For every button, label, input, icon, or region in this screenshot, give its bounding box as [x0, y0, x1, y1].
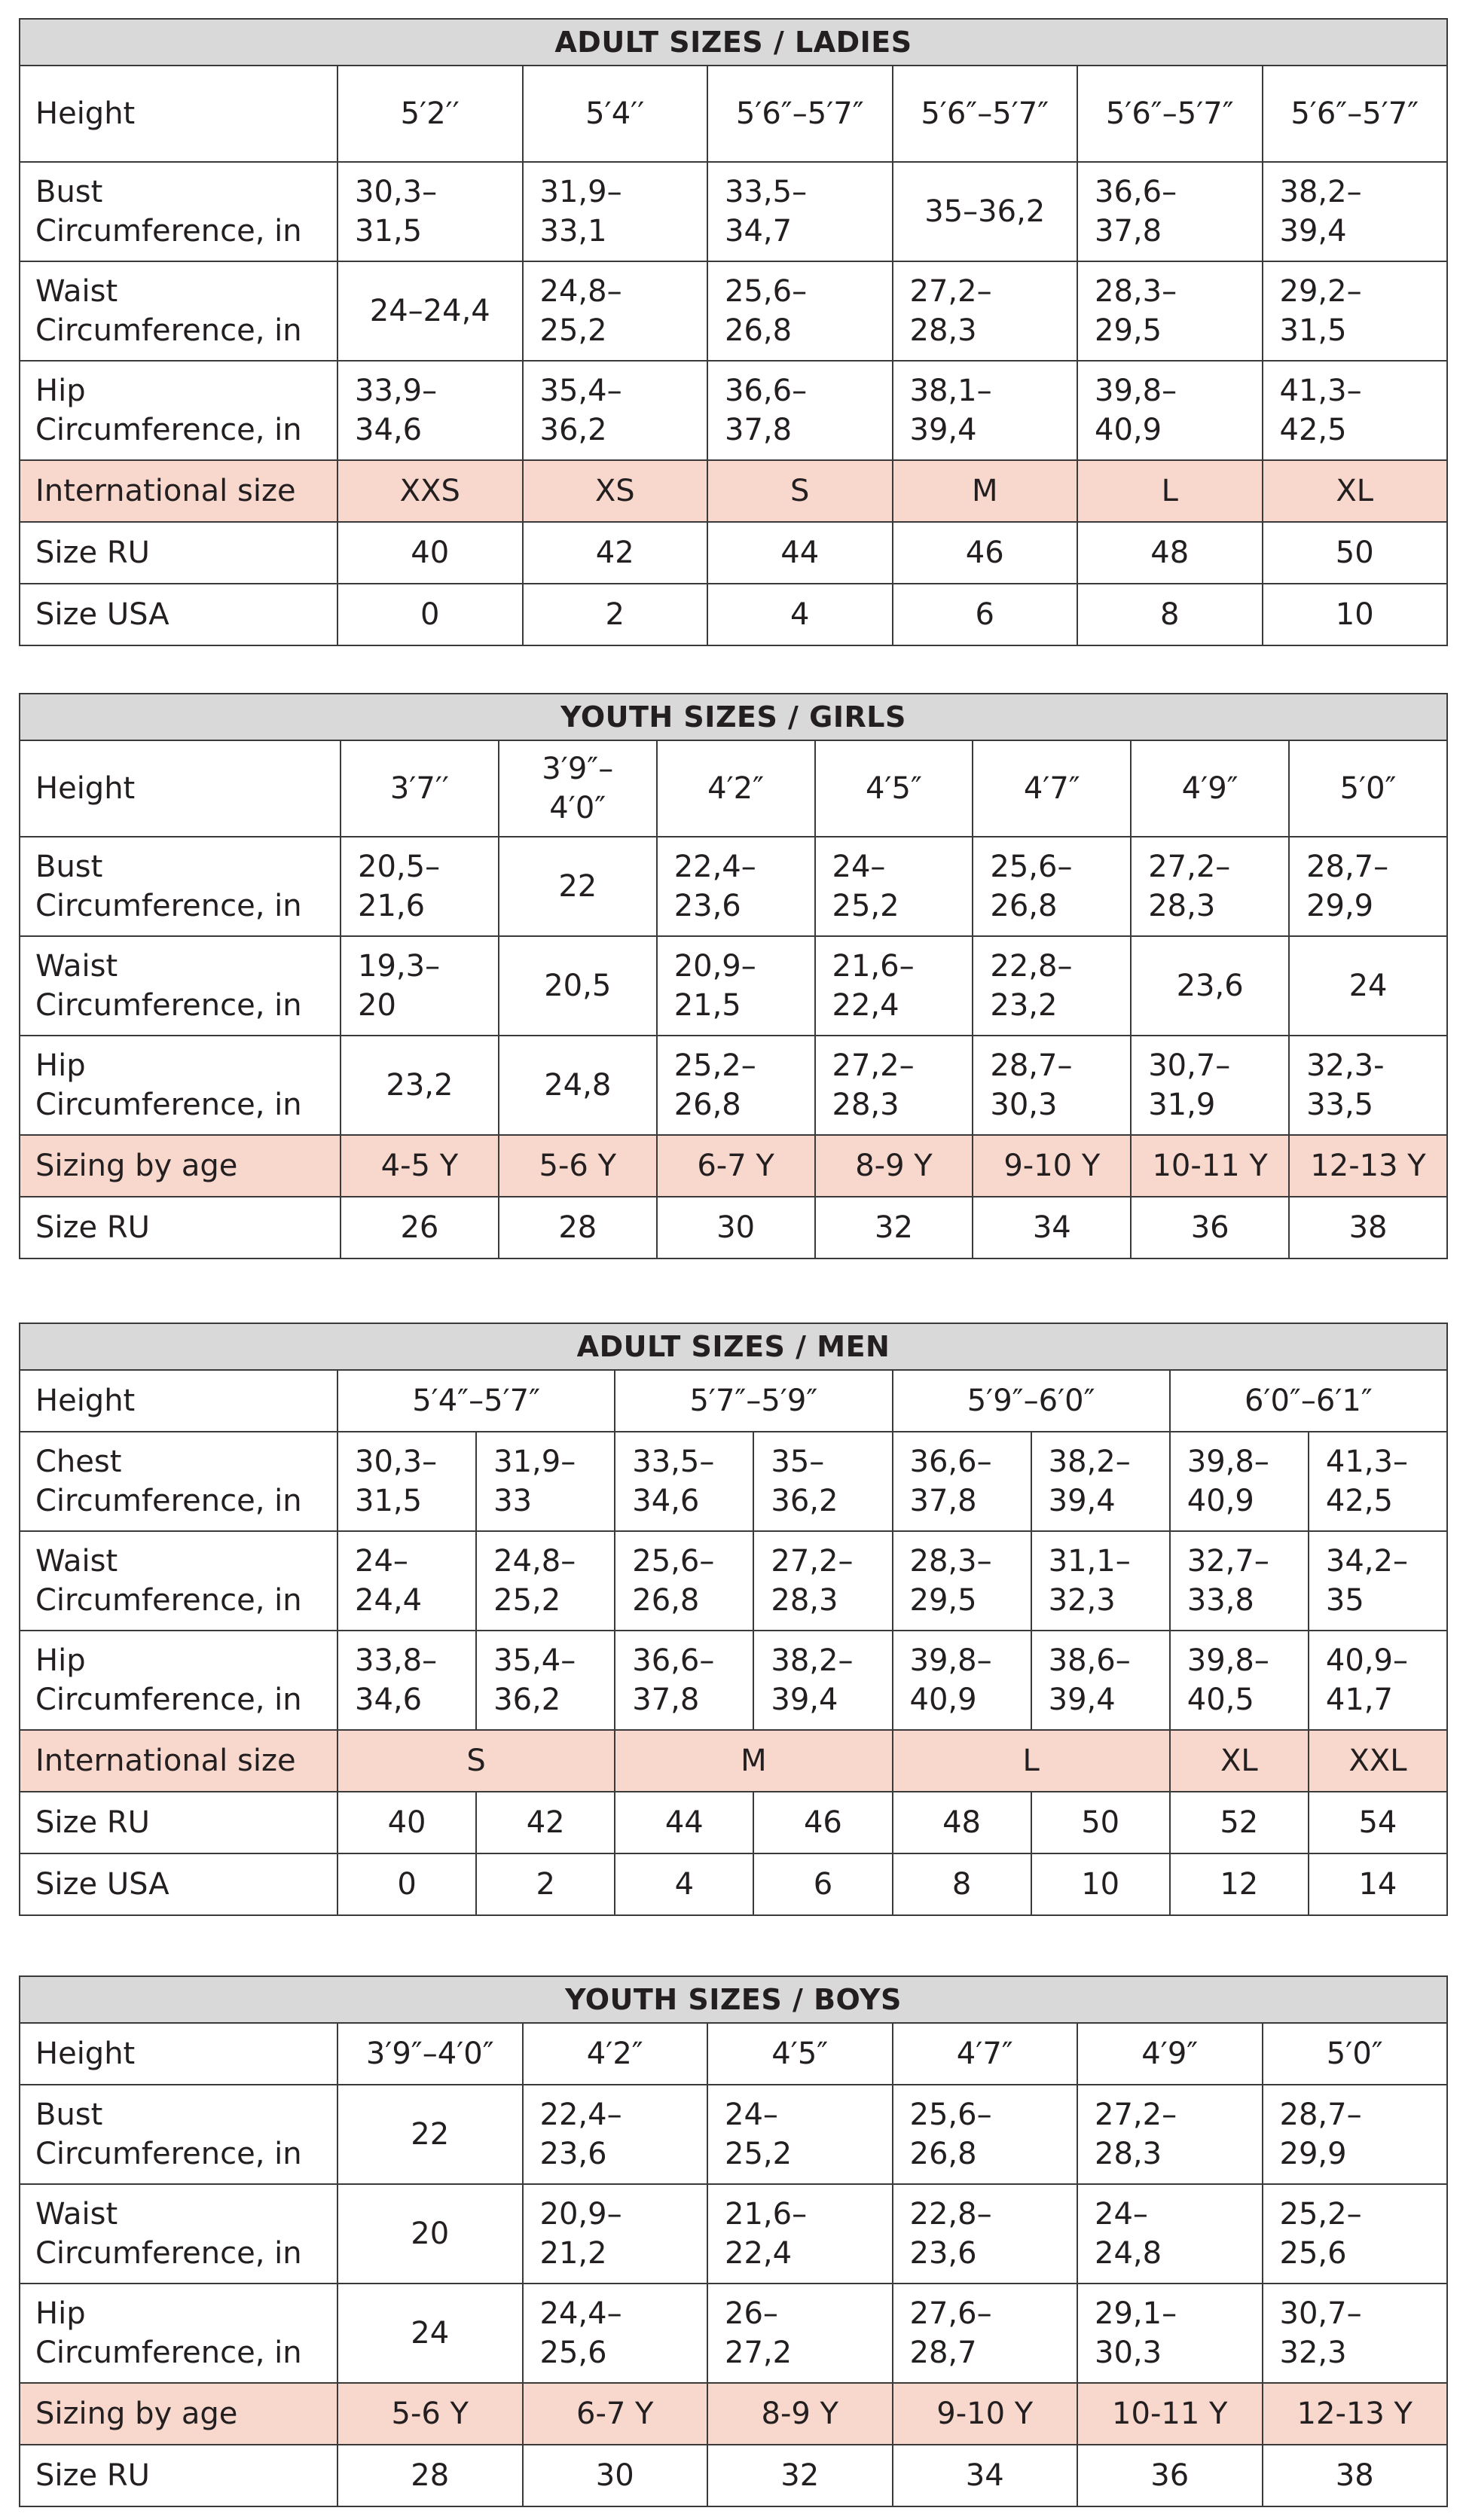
table-cell: 5′4′′ [523, 66, 708, 162]
table-cell: 44 [707, 522, 893, 584]
table-cell: 27,2– 28,3 [893, 261, 1078, 361]
table-cell: 21,6– 22,4 [815, 936, 973, 1036]
table-cell: 24,8– 25,2 [476, 1531, 615, 1631]
boys-table-title: YOUTH SIZES / BOYS [20, 1976, 1447, 2023]
table-cell: 24–24,4 [337, 261, 523, 361]
table-cell: 14 [1309, 1853, 1447, 1915]
table-cell: 38,6– 39,4 [1031, 1631, 1170, 1730]
boys-hip-row [20, 2284, 1447, 2383]
table-cell: 34 [893, 2445, 1078, 2506]
table-cell: 44 [615, 1792, 753, 1853]
table-cell: 25,6– 26,8 [893, 2085, 1078, 2184]
table-cell: 38,2– 39,4 [1263, 162, 1448, 261]
table-cell: 4′2″ [523, 2023, 708, 2085]
girls-ru-row [20, 1197, 1447, 1258]
girls-age-row [20, 1135, 1447, 1197]
table-cell: 28,3– 29,5 [1077, 261, 1263, 361]
table-cell: 5′6″–5′7″ [1263, 66, 1448, 162]
table-cell: 25,6– 26,8 [707, 261, 893, 361]
table-cell: 46 [893, 522, 1078, 584]
row-label: Height [20, 1370, 337, 1432]
row-label: Waist Circumference, in [20, 2184, 337, 2284]
table-cell: 33,9– 34,6 [337, 361, 523, 460]
table-cell: 10 [1263, 584, 1448, 645]
table-cell: 5′9″–6′0″ [893, 1370, 1170, 1432]
table-cell: 8-9 Y [707, 2383, 893, 2445]
table-cell: 50 [1031, 1792, 1170, 1853]
table-cell: 4′9″ [1131, 740, 1289, 837]
table-cell: 36 [1131, 1197, 1289, 1258]
table-cell: 5-6 Y [337, 2383, 523, 2445]
table-cell: 8 [1077, 584, 1263, 645]
boys-age-row [20, 2383, 1447, 2445]
table-cell: 4′7″ [973, 740, 1131, 837]
row-label: Size RU [20, 522, 337, 584]
table-cell: 38 [1289, 1197, 1447, 1258]
girls-table-title: YOUTH SIZES / GIRLS [20, 694, 1447, 740]
row-label: Size USA [20, 1853, 337, 1915]
table-cell: 5′0″ [1263, 2023, 1448, 2085]
table-cell: 32,7– 33,8 [1170, 1531, 1309, 1631]
table-cell: XL [1263, 460, 1448, 522]
table-cell: 24,8– 25,2 [523, 261, 708, 361]
table-cell: L [1077, 460, 1263, 522]
table-cell: 41,3– 42,5 [1309, 1432, 1447, 1531]
ladies-hip-row [20, 361, 1447, 460]
table-cell: 22,8– 23,2 [973, 936, 1131, 1036]
table-cell: 27,2– 28,3 [1131, 837, 1289, 936]
table-cell: 22,4– 23,6 [523, 2085, 708, 2184]
table-cell: 32 [815, 1197, 973, 1258]
table-cell: 6-7 Y [523, 2383, 708, 2445]
girls-waist-row [20, 936, 1447, 1036]
table-cell: 34,2– 35 [1309, 1531, 1447, 1631]
table-cell: 19,3– 20 [341, 936, 499, 1036]
table-cell: 22 [499, 837, 657, 936]
table-cell: XS [523, 460, 708, 522]
table-cell: 6-7 Y [657, 1135, 815, 1197]
row-label: Size RU [20, 1197, 341, 1258]
table-cell: 2 [476, 1853, 615, 1915]
table-cell: 38,1– 39,4 [893, 361, 1078, 460]
table-cell: 32,3- 33,5 [1289, 1036, 1447, 1135]
table-cell: 33,5– 34,6 [615, 1432, 753, 1531]
table-cell: 35–36,2 [893, 162, 1078, 261]
table-cell: 31,9– 33 [476, 1432, 615, 1531]
ladies-ru-row [20, 522, 1447, 584]
table-cell: 27,2– 28,3 [815, 1036, 973, 1135]
girls-bust-row [20, 837, 1447, 936]
row-label: Height [20, 740, 341, 837]
table-cell: 28,7– 29,9 [1263, 2085, 1448, 2184]
men-usa-row [20, 1853, 1447, 1915]
table-cell: 5′7″–5′9″ [615, 1370, 892, 1432]
row-label: Bust Circumference, in [20, 837, 341, 936]
table-cell: 30,7– 31,9 [1131, 1036, 1289, 1135]
table-cell: 48 [893, 1792, 1031, 1853]
table-cell: 5′6″–5′7″ [1077, 66, 1263, 162]
men-ru-row [20, 1792, 1447, 1853]
table-cell: 22 [337, 2085, 523, 2184]
row-label: Hip Circumference, in [20, 2284, 337, 2383]
row-label: Size USA [20, 584, 337, 645]
table-cell: 4 [707, 584, 893, 645]
table-cell: 40,9– 41,7 [1309, 1631, 1447, 1730]
table-cell: 36,6– 37,8 [707, 361, 893, 460]
row-label: Waist Circumference, in [20, 1531, 337, 1631]
table-cell: 38,2– 39,4 [753, 1631, 892, 1730]
table-cell: 26– 27,2 [707, 2284, 893, 2383]
table-cell: 39,8– 40,9 [893, 1631, 1031, 1730]
girls-size-table [19, 693, 1448, 1259]
table-cell: 6 [753, 1853, 892, 1915]
table-cell: S [707, 460, 893, 522]
table-cell: 22,4– 23,6 [657, 837, 815, 936]
table-cell: 27,6– 28,7 [893, 2284, 1078, 2383]
table-cell: 46 [753, 1792, 892, 1853]
table-cell: 36,6– 37,8 [615, 1631, 753, 1730]
row-label: Bust Circumference, in [20, 2085, 337, 2184]
table-cell: 24– 24,4 [337, 1531, 476, 1631]
table-cell: 30 [657, 1197, 815, 1258]
boys-height-row [20, 2023, 1447, 2085]
table-cell: 31,9– 33,1 [523, 162, 708, 261]
men-chest-row [20, 1432, 1447, 1531]
table-cell: 40 [337, 522, 523, 584]
table-cell: 4′5″ [707, 2023, 893, 2085]
table-cell: L [893, 1730, 1170, 1792]
table-cell: 41,3– 42,5 [1263, 361, 1448, 460]
boys-bust-row [20, 2085, 1447, 2184]
table-cell: XL [1170, 1730, 1309, 1792]
table-cell: 4-5 Y [341, 1135, 499, 1197]
table-cell: 4 [615, 1853, 753, 1915]
table-cell: M [893, 460, 1078, 522]
table-cell: 4′7″ [893, 2023, 1078, 2085]
row-label: Height [20, 2023, 337, 2085]
table-cell: 32 [707, 2445, 893, 2506]
table-cell: 52 [1170, 1792, 1309, 1853]
table-cell: 0 [337, 584, 523, 645]
row-label: Hip Circumference, in [20, 361, 337, 460]
table-cell: S [337, 1730, 615, 1792]
table-cell: 23,2 [341, 1036, 499, 1135]
table-cell: 25,2– 25,6 [1263, 2184, 1448, 2284]
ladies-usa-row [20, 584, 1447, 645]
row-label: Waist Circumference, in [20, 936, 341, 1036]
table-cell: 10-11 Y [1131, 1135, 1289, 1197]
table-cell: 33,8– 34,6 [337, 1631, 476, 1730]
table-cell: 28,7– 30,3 [973, 1036, 1131, 1135]
table-cell: 35,4– 36,2 [476, 1631, 615, 1730]
table-cell: 50 [1263, 522, 1448, 584]
table-cell: 20,5– 21,6 [341, 837, 499, 936]
men-height-row [20, 1370, 1447, 1432]
table-cell: 39,8– 40,5 [1170, 1631, 1309, 1730]
table-cell: 24– 25,2 [815, 837, 973, 936]
table-cell: 6′0″–6′1″ [1170, 1370, 1447, 1432]
table-cell: 30 [523, 2445, 708, 2506]
table-cell: M [615, 1730, 892, 1792]
table-cell: 5′6″–5′7″ [707, 66, 893, 162]
table-cell: 24,4– 25,6 [523, 2284, 708, 2383]
row-label: International size [20, 1730, 337, 1792]
table-cell: 10-11 Y [1077, 2383, 1263, 2445]
table-cell: 35,4– 36,2 [523, 361, 708, 460]
table-cell: 54 [1309, 1792, 1447, 1853]
table-cell: 34 [973, 1197, 1131, 1258]
table-cell: 2 [523, 584, 708, 645]
table-cell: 22,8– 23,6 [893, 2184, 1078, 2284]
table-cell: 6 [893, 584, 1078, 645]
row-label: Sizing by age [20, 1135, 341, 1197]
table-cell: 20 [337, 2184, 523, 2284]
men-waist-row [20, 1531, 1447, 1631]
row-label: International size [20, 460, 337, 522]
table-cell: 5′2′′ [337, 66, 523, 162]
ladies-intl-row [20, 460, 1447, 522]
table-cell: 38,2– 39,4 [1031, 1432, 1170, 1531]
ladies-size-table [19, 18, 1448, 646]
table-cell: 40 [337, 1792, 476, 1853]
table-cell: 9-10 Y [893, 2383, 1078, 2445]
row-label: Hip Circumference, in [20, 1036, 341, 1135]
table-cell: 20,9– 21,2 [523, 2184, 708, 2284]
row-label: Chest Circumference, in [20, 1432, 337, 1531]
ladies-height-row [20, 66, 1447, 162]
table-cell: 3′7′′ [341, 740, 499, 837]
table-cell: 25,6– 26,8 [615, 1531, 753, 1631]
table-cell: 12 [1170, 1853, 1309, 1915]
table-cell: 24– 25,2 [707, 2085, 893, 2184]
row-label: Sizing by age [20, 2383, 337, 2445]
table-cell: 33,5– 34,7 [707, 162, 893, 261]
table-cell: 36,6– 37,8 [893, 1432, 1031, 1531]
table-cell: 25,2– 26,8 [657, 1036, 815, 1135]
table-cell: 4′2″ [657, 740, 815, 837]
ladies-table-title: ADULT SIZES / LADIES [20, 19, 1447, 66]
table-cell: 5′0″ [1289, 740, 1447, 837]
table-cell: 28,7– 29,9 [1289, 837, 1447, 936]
table-cell: 24 [1289, 936, 1447, 1036]
table-cell: 12-13 Y [1263, 2383, 1448, 2445]
row-label: Size RU [20, 2445, 337, 2506]
table-cell: 5′6″–5′7″ [893, 66, 1078, 162]
girls-height-row [20, 740, 1447, 837]
table-cell: 20,9– 21,5 [657, 936, 815, 1036]
table-cell: 8 [893, 1853, 1031, 1915]
boys-waist-row [20, 2184, 1447, 2284]
table-cell: 24,8 [499, 1036, 657, 1135]
table-cell: 36 [1077, 2445, 1263, 2506]
table-cell: 39,8– 40,9 [1170, 1432, 1309, 1531]
ladies-waist-row [20, 261, 1447, 361]
table-cell: 39,8– 40,9 [1077, 361, 1263, 460]
table-cell: 24– 24,8 [1077, 2184, 1263, 2284]
table-cell: 48 [1077, 522, 1263, 584]
ladies-bust-row [20, 162, 1447, 261]
table-cell: 28 [499, 1197, 657, 1258]
table-cell: 36,6– 37,8 [1077, 162, 1263, 261]
table-cell: 5-6 Y [499, 1135, 657, 1197]
table-cell: 3′9″– 4′0″ [499, 740, 657, 837]
row-label: Height [20, 66, 337, 162]
table-cell: 5′4″–5′7″ [337, 1370, 615, 1432]
row-label: Hip Circumference, in [20, 1631, 337, 1730]
table-cell: 9-10 Y [973, 1135, 1131, 1197]
table-cell: 23,6 [1131, 936, 1289, 1036]
table-cell: 29,2– 31,5 [1263, 261, 1448, 361]
boys-ru-row [20, 2445, 1447, 2506]
table-cell: 38 [1263, 2445, 1448, 2506]
table-cell: 4′5″ [815, 740, 973, 837]
table-cell: XXS [337, 460, 523, 522]
table-cell: 31,1– 32,3 [1031, 1531, 1170, 1631]
table-cell: 0 [337, 1853, 476, 1915]
girls-hip-row [20, 1036, 1447, 1135]
table-cell: 12-13 Y [1289, 1135, 1447, 1197]
table-cell: XXL [1309, 1730, 1447, 1792]
table-cell: 28,3– 29,5 [893, 1531, 1031, 1631]
men-hip-row [20, 1631, 1447, 1730]
table-cell: 42 [523, 522, 708, 584]
row-label: Size RU [20, 1792, 337, 1853]
table-cell: 30,3– 31,5 [337, 1432, 476, 1531]
table-cell: 4′9″ [1077, 2023, 1263, 2085]
boys-size-table [19, 1975, 1448, 2507]
men-intl-row [20, 1730, 1447, 1792]
table-cell: 30,7– 32,3 [1263, 2284, 1448, 2383]
table-cell: 8-9 Y [815, 1135, 973, 1197]
men-table-title: ADULT SIZES / MEN [20, 1323, 1447, 1370]
table-cell: 42 [476, 1792, 615, 1853]
table-cell: 35– 36,2 [753, 1432, 892, 1531]
table-cell: 20,5 [499, 936, 657, 1036]
table-cell: 21,6– 22,4 [707, 2184, 893, 2284]
row-label: Bust Circumference, in [20, 162, 337, 261]
table-cell: 27,2– 28,3 [1077, 2085, 1263, 2184]
table-cell: 10 [1031, 1853, 1170, 1915]
table-cell: 28 [337, 2445, 523, 2506]
table-cell: 3′9″–4′0″ [337, 2023, 523, 2085]
row-label: Waist Circumference, in [20, 261, 337, 361]
table-cell: 30,3– 31,5 [337, 162, 523, 261]
men-size-table [19, 1323, 1448, 1916]
table-cell: 29,1– 30,3 [1077, 2284, 1263, 2383]
table-cell: 24 [337, 2284, 523, 2383]
table-cell: 25,6– 26,8 [973, 837, 1131, 936]
table-cell: 27,2– 28,3 [753, 1531, 892, 1631]
table-cell: 26 [341, 1197, 499, 1258]
